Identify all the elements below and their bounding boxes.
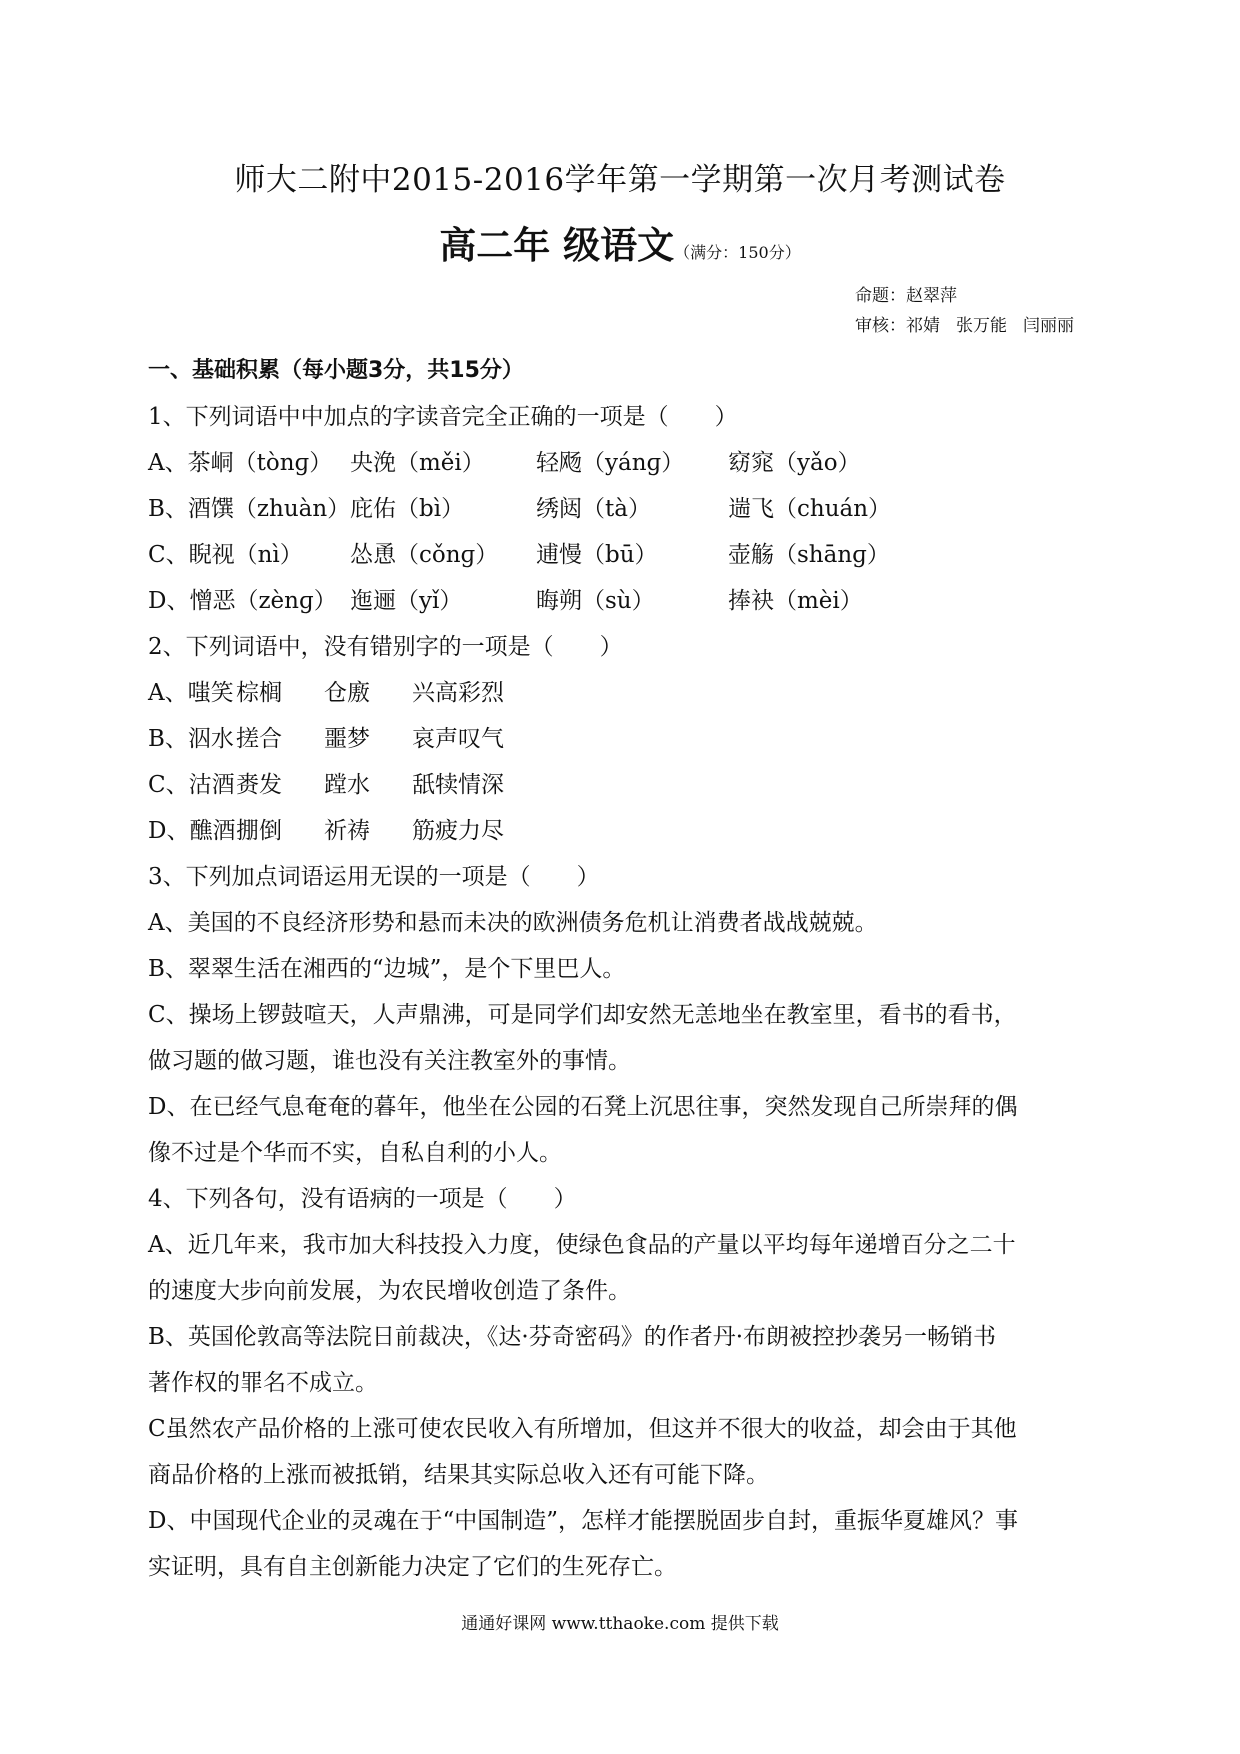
option-item: A、嗤笑 (148, 680, 234, 706)
reviewer-line (855, 314, 1074, 338)
question-4-option-a-line2: 的速度大步向前发展，为农民增收创造了条件。 (148, 1278, 631, 1304)
author-line: 命题：赵翠萍 (855, 286, 957, 306)
question-4-option-b-line1: B、英国伦敦高等法院日前裁决，《达·芬奇密码》的作者丹·布朗被控抄袭另一畅销书 (148, 1324, 997, 1350)
option-item: D、醮酒 (148, 818, 236, 844)
option-item: 赉发 (236, 772, 282, 798)
question-4-option-c-line2: 商品价格的上涨而被抵销，结果其实际总收入还有可能下降。 (148, 1462, 769, 1488)
question-2-stem: 2、下列词语中，没有错别字的一项是（ ） (148, 634, 623, 660)
subject-title: 高二年 级语文 (439, 224, 675, 267)
exam-subtitle (0, 222, 1240, 277)
footer-download-note: 通通好课网 www.tthaoke.com 提供下载 (461, 1614, 779, 1634)
question-4-option-a-line1: A、近几年来，我市加大科技投入力度，使绿色食品的产量以平均每年递增百分之二十 (148, 1232, 1016, 1258)
reviewer-label: 审核：祁婧 (855, 316, 940, 336)
option-item: B、泅水 (148, 726, 234, 752)
option-item: C、沽酒 (148, 772, 235, 798)
option-item: B、酒馔（zhuàn） (148, 496, 351, 522)
question-4-stem: 4、下列各句，没有语病的一项是（ ） (148, 1186, 577, 1212)
option-item: 壶觞（shānɡ） (728, 542, 890, 568)
option-item: 庇佑（bì） (350, 496, 465, 522)
exam-title: 师大二附中2015-2016学年第一学期第一次月考测试卷 (234, 162, 1006, 198)
question-1-stem: 1、下列词语中中加点的字读音完全正确的一项是（ ） (148, 404, 738, 430)
option-item: 祈祷 (324, 818, 370, 844)
option-item: A、茶峒（tònɡ） (148, 450, 333, 476)
option-item: C、睨视（nì） (148, 542, 303, 568)
option-item: 噩梦 (324, 726, 370, 752)
option-item: D、憎恶（zènɡ） (148, 588, 337, 614)
question-3-option-d-line1: D、在已经气息奄奄的暮年，他坐在公园的石凳上沉思往事，突然发现自己所崇拜的偶 (148, 1094, 1018, 1120)
option-item: 轻飏（yánɡ） (536, 450, 685, 476)
option-item: 兴高彩烈 (412, 680, 504, 706)
option-item: 舐犊情深 (412, 772, 504, 798)
question-3-stem: 3、下列加点词语运用无误的一项是（ ） (148, 864, 600, 890)
option-item: 棕榈 (236, 680, 282, 706)
question-3-option-c-line1: C、操场上锣鼓喧天，人声鼎沸，可是同学们却安然无恙地坐在教室里，看书的看书， (148, 1002, 1017, 1028)
question-4-option-d-line1: D、中国现代企业的灵魂在于“中国制造”，怎样才能摆脱固步自封，重振华夏雄风？事 (148, 1508, 1018, 1534)
option-item: 遄飞（chuán） (728, 496, 892, 522)
question-1-option-c (148, 532, 1098, 578)
question-2-option-b (148, 716, 1098, 762)
option-item: 哀声叹气 (412, 726, 504, 752)
question-1-option-a (148, 440, 1098, 486)
full-score-note: （满分：150分） (674, 243, 801, 262)
question-2-option-d (148, 808, 1098, 854)
option-item: 捧袂（mèi） (728, 588, 863, 614)
question-4-option-b-line2: 著作权的罪名不成立。 (148, 1370, 378, 1396)
exam-body (148, 348, 1098, 1590)
option-item: 逋慢（bū） (536, 542, 658, 568)
option-item: 绣闼（tà） (536, 496, 651, 522)
option-item: 晦朔（sù） (536, 588, 655, 614)
question-2-option-c (148, 762, 1098, 808)
option-item: 搓合 (236, 726, 282, 752)
option-item: 央浼（měi） (350, 450, 485, 476)
question-3-option-c-line2: 做习题的做习题，谁也没有关注教室外的事情。 (148, 1048, 631, 1074)
question-2-option-a (148, 670, 1098, 716)
question-3-option-a: A、美国的不良经济形势和悬而未决的欧洲债务危机让消费者战战兢兢。 (148, 910, 878, 936)
option-item: 筋疲力尽 (412, 818, 504, 844)
question-4-option-d-line2: 实证明，具有自主创新能力决定了它们的生死存亡。 (148, 1554, 677, 1580)
option-item: 掤倒 (236, 818, 282, 844)
option-item: 蹚水 (324, 772, 370, 798)
section-heading: 一、基础积累（每小题3分，共15分） (148, 358, 524, 383)
reviewer-3: 闫丽丽 (1023, 316, 1074, 336)
option-item: 怂恿（cǒnɡ） (350, 542, 499, 568)
option-item: 窈窕（yǎo） (728, 450, 861, 476)
option-item: 迤逦（yǐ） (350, 588, 463, 614)
question-4-option-c-line1: C虽然农产品价格的上涨可使农民收入有所增加，但这并不很大的收益，却会由于其他 (148, 1416, 1017, 1442)
question-1-option-d (148, 578, 1098, 624)
question-3-option-b: B、翠翠生活在湘西的“边城”，是个下里巴人。 (148, 956, 626, 982)
option-item: 仓廒 (324, 680, 370, 706)
question-3-option-d-line2: 像不过是个华而不实，自私自利的小人。 (148, 1140, 562, 1166)
reviewer-2: 张万能 (956, 316, 1007, 336)
question-1-option-b (148, 486, 1098, 532)
